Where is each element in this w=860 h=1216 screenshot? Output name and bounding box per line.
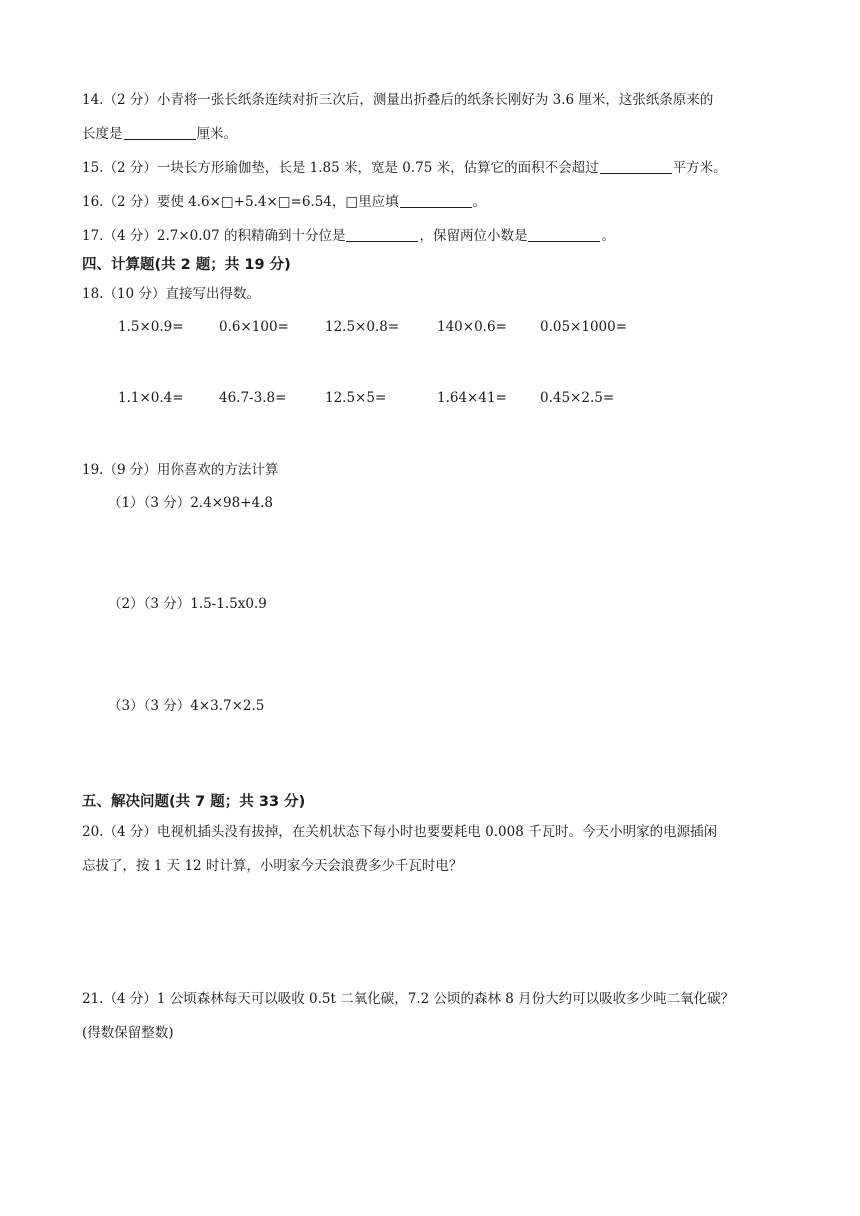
q17-suffix: 。 [601,228,615,244]
section-4-heading: 四、计算题(共 2 题；共 19 分) [82,257,291,273]
q19-item-2: （2）（3 分）1.5-1.5x0.9 [108,596,267,612]
q15-suffix: 平方米。 [672,160,727,176]
q18-row2-item-4: 1.64×41= [437,390,507,406]
q17-answer-blank-1[interactable] [346,227,418,242]
q17-prefix: 17.（4 分）2.7×0.07 的积精确到十分位是 [82,228,346,244]
q19-item-3: （3）（3 分）4×3.7×2.5 [108,698,265,714]
q14-answer-blank[interactable] [124,125,196,140]
q15-line [82,158,727,178]
q14-line1: 14.（2 分）小青将一张长纸条连续对折三次后，测量出折叠后的纸条长刚好为 3.6 厘米，这张纸条原来的 [82,92,714,108]
q18-row1-item-2: 0.6×100= [219,319,289,335]
q16-answer-blank[interactable] [400,193,472,208]
q19-item-1: （1）（3 分）2.4×98+4.8 [108,495,273,511]
q18-row1-item-4: 140×0.6= [437,319,507,335]
q18-row1-item-1: 1.5×0.9= [118,319,184,335]
q17-answer-blank-2[interactable] [528,227,600,242]
q18-row2-item-5: 0.45×2.5= [540,390,615,406]
section-5-heading: 五、解决问题(共 7 题；共 33 分) [82,794,306,810]
q20-line1: 20.（4 分）电视机插头没有拔掉，在关机状态下每小时也要要耗电 0.008 千瓦时。今天小明家的电源插闲 [82,824,718,840]
q21-line1: 21.（4 分）1 公顷森林每天可以吸收 0.5t 二氧化碳，7.2 公顷的森林 8 月份大约可以吸收多少吨二氧化碳？ [82,991,735,1007]
q14-line2 [82,124,237,144]
q18-row1-item-3: 12.5×0.8= [325,319,400,335]
q17-line [82,226,615,246]
q16-suffix: 。 [472,194,487,210]
q20-line2: 忘拔了，按 1 天 12 时计算，小明家今天会浪费多少千瓦时电？ [82,858,463,874]
q14-suffix: 厘米。 [196,126,237,142]
q15-prefix: 15.（2 分）一块长方形瑜伽垫，长是 1.85 米，宽是 0.75 米，估算它的面积不会超过 [82,160,599,176]
q14-prefix: 长度是 [82,126,123,142]
q15-answer-blank[interactable] [600,159,672,174]
q18-row1-item-5: 0.05×1000= [540,319,628,335]
q18-row2-item-3: 12.5×5= [325,390,387,406]
q17-middle: ，保留两位小数是 [419,228,528,244]
q16-prefix: 16.（2 分）要使 4.6×□+5.4×□=6.54，□里应填 [82,194,399,210]
q16-line [82,192,486,212]
q18-row2-item-1: 1.1×0.4= [118,390,184,406]
q18-title: 18.（10 分）直接写出得数。 [82,286,260,302]
q21-line2: (得数保留整数) [82,1025,174,1041]
q19-title: 19.（9 分）用你喜欢的方法计算 [82,462,279,478]
q18-row2-item-2: 46.7-3.8= [219,390,287,406]
